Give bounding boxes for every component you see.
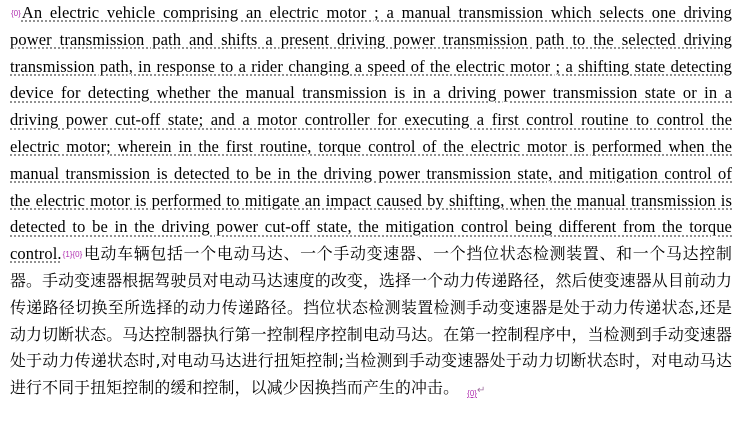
document-paragraph <box>10 0 732 402</box>
paragraph-mark-icon: ↵ <box>476 385 486 397</box>
chinese-target-text[interactable]: 电动车辆包括一个电动马达、一个手动变速器、一个挡位状态检测装置、和一个马达控制器。手动变速器根据驾驶员对电动马达速度的改变，选择一个动力传递路径，然后使变速器从目前动力传递路径切换至所选择的动力传递路径。挡位状态检测装置检测手动变速器是处于动力传递状态,还是动力切断状态。马达控制器执行第一控制程序控制电动马达。在第一控制程序中，当检测到手动变速器处于动力传递状态时,对电动马达进行扭矩控制;当检测到手动变速器处于动力切断状态时，对电动马达进行不同于扭矩控制的缓和控制，以减少因换挡而产生的冲击。 <box>10 244 732 398</box>
segment-tag-end: {0} <box>467 389 477 399</box>
english-source-text[interactable]: An electric vehicle comprising an electric motor ; a manual transmission which selects one driving power transmission path and shifts a present driving power transmission path to the selected driving transmission path, in response to a rider changing a speed of the electric motor ; a shifting state detecting device for detecting whether the manual transmission is in a driving power transmission state or in a driving power cut-off state; and a motor controller for executing a first control routine to control the electric motor; wherein in the first routine, torque control of the electric motor is performed when the manual transmission is detected to be in the driving power transmission state, and mitigation control of the electric motor is performed to mitigate an impact caused by shifting, when the manual transmission is detected to be in the driving power cut-off state, the mitigation control being different from the torque control. <box>10 3 732 264</box>
document-page <box>10 0 732 437</box>
segment-tag-middle: {1}{0} <box>62 250 83 260</box>
segment-tag-start: {0} <box>11 9 21 18</box>
